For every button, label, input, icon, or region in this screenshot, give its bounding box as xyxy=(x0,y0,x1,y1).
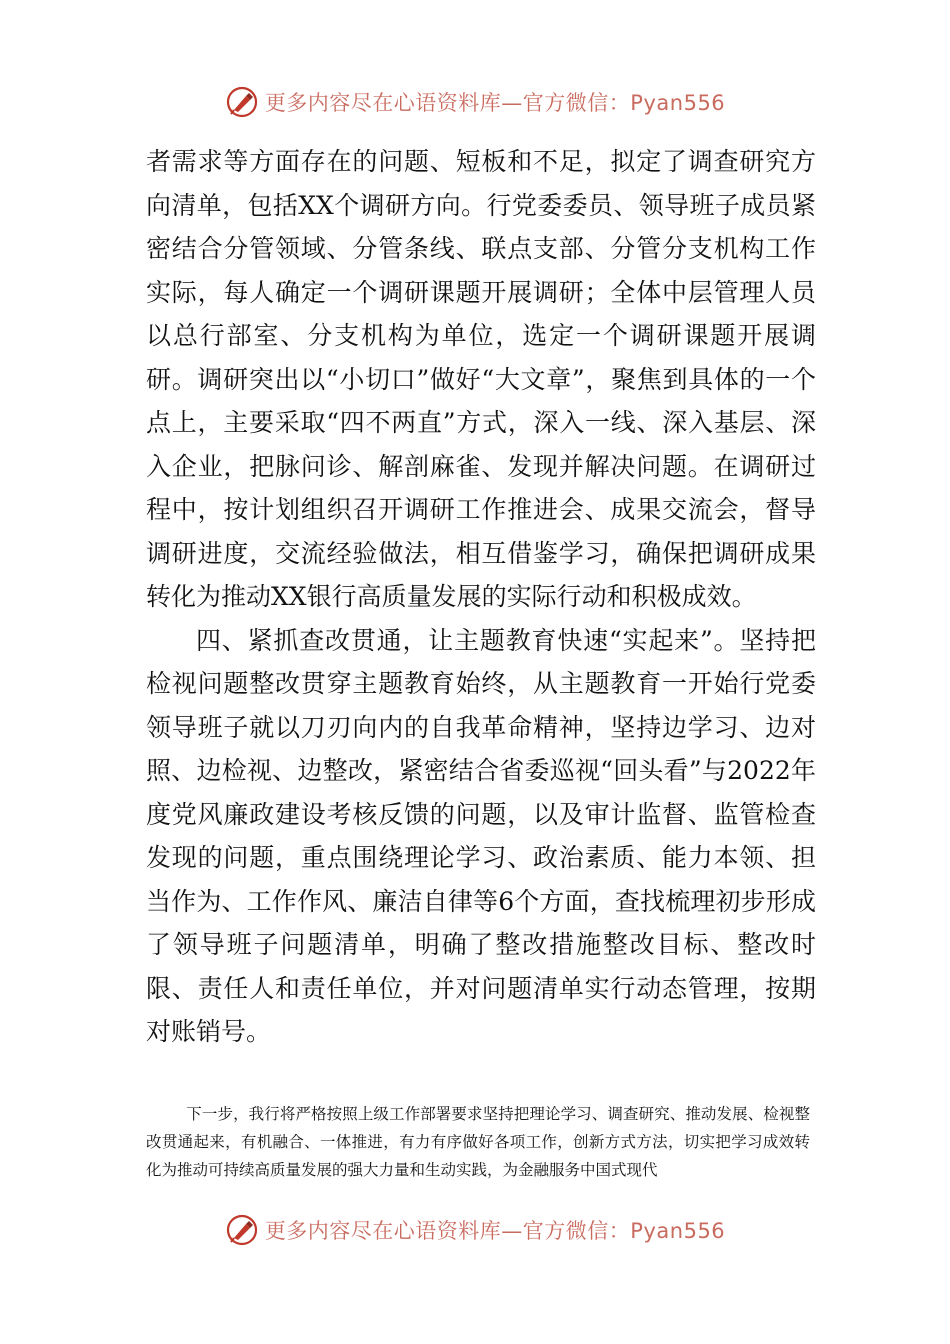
next-steps-paragraph: 下一步，我行将严格按照上级工作部署要求坚持把理论学习、调查研究、推动发展、检视整改贯通起来，有机融合、一体推进，有力有序做好各项工作，创新方式方法，切实把学习成效转化为推动可持续高质量发展的强大力量和生动实践，为金融服务中国式现代 xyxy=(146,1105,810,1179)
header-watermark-banner xyxy=(0,82,950,122)
pen-nib-logo-icon xyxy=(225,1213,259,1247)
next-steps-paragraph-block xyxy=(146,1100,810,1184)
banner-text: 更多内容尽在心语资料库—官方微信：Pyan556 xyxy=(264,91,726,115)
banner-text: 更多内容尽在心语资料库—官方微信：Pyan556 xyxy=(264,1219,726,1243)
body-paragraph-1: 者需求等方面存在的问题、短板和不足，拟定了调查研究方向清单，包括XX个调研方向。行党委委员、领导班子成员紧密结合分管领域、分管条线、联点支部、分管分支机构工作实际，每人确定一个调研课题开展调研；全体中层管理人员以总行部室、分支机构为单位，选定一个调研课题开展调研。调研突出以“小切口”做好“大文章”，聚焦到具体的一个点上，主要采取“四不两直”方式，深入一线、深入基层、深入企业，把脉问诊、解剖麻雀、发现并解决问题。在调研过程中，按计划组织召开调研工作推进会、成果交流会，督导调研进度，交流经验做法，相互借鉴学习，确保把调研成果转化为推动XX银行高质量发展的实际行动和积极成效。 xyxy=(146,147,816,611)
footer-watermark-banner xyxy=(0,1210,950,1250)
body-paragraph-2: 四、紧抓查改贯通，让主题教育快速“实起来”。坚持把检视问题整改贯穿主题教育始终，从主题教育一开始行党委领导班子就以刀刃向内的自我革命精神，坚持边学习、边对照、边检视、边整改，紧密结合省委巡视“回头看”与2022年度党风廉政建设考核反馈的问题，以及审计监督、监管检查发现的问题，重点围绕理论学习、政治素质、能力本领、担当作为、工作作风、廉洁自律等6个方面，查找梳理初步形成了领导班子问题清单，明确了整改措施整改目标、整改时限、责任人和责任单位，并对问题清单实行动态管理，按期对账销号。 xyxy=(146,625,816,1046)
pen-nib-logo-icon xyxy=(225,85,259,119)
document-body xyxy=(146,140,816,1054)
